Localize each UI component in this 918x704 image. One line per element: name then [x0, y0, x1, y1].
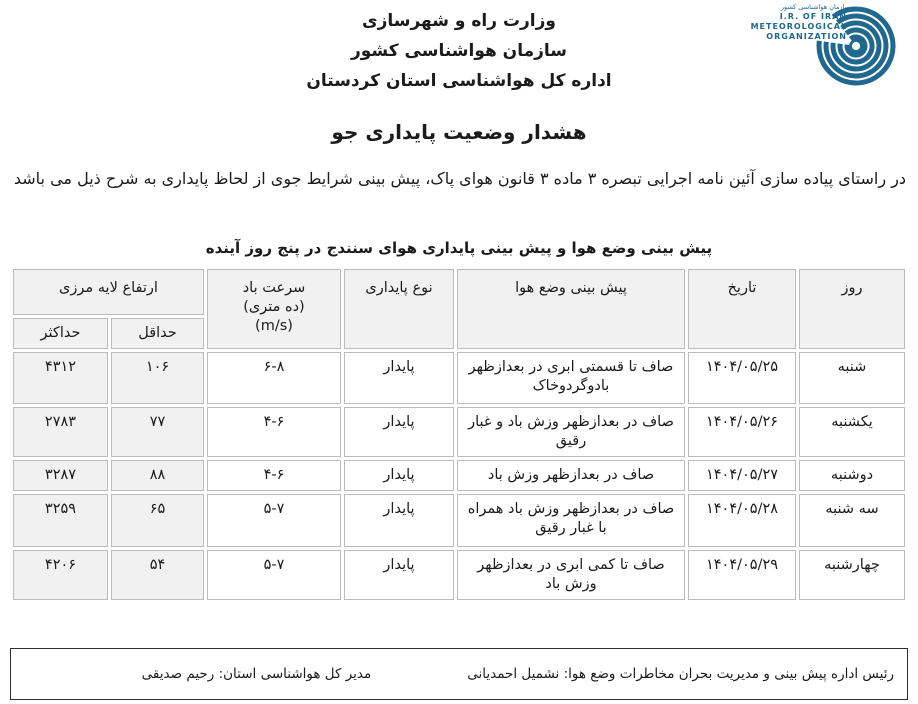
- forecast-cell: صاف در بعدازظهر وزش باد: [457, 460, 685, 491]
- wind-cell: ۴-۶: [207, 460, 341, 491]
- date-cell: ۱۴۰۴/۰۵/۲۹: [688, 550, 796, 600]
- day-cell: چهارشنبه: [799, 550, 905, 600]
- logo-persian-text: سازمان هواشناسی کشور: [780, 3, 850, 11]
- max-cell: ۳۲۸۷: [13, 460, 108, 491]
- max-cell: ۳۲۵۹: [13, 494, 108, 547]
- day-cell: یکشنبه: [799, 407, 905, 457]
- min-cell: ۸۸: [111, 460, 204, 491]
- page-title: هشدار وضعیت پایداری جو: [331, 120, 587, 144]
- stability-cell: پایدار: [344, 550, 454, 600]
- forecast-cell: صاف تا قسمتی ابری در بعدازظهر بادوگردوخاک: [457, 352, 685, 404]
- forecast-cell: صاف تا کمی ابری در بعدازظهر وزش باد: [457, 550, 685, 600]
- signature-footer: [10, 648, 908, 700]
- organization-name: سازمان هواشناسی کشور: [350, 41, 567, 61]
- table-row: [13, 494, 905, 547]
- forecast-office-head-signature: رئیس اداره پیش بینی و مدیریت بحران مخاطرات وضع هوا: نشمیل احمدیانی: [467, 666, 894, 682]
- header-max: حداکثر: [13, 318, 108, 349]
- max-cell: ۴۲۰۶: [13, 550, 108, 600]
- table-row: [13, 352, 905, 404]
- date-cell: ۱۴۰۴/۰۵/۲۷: [688, 460, 796, 491]
- day-cell: شنبه: [799, 352, 905, 404]
- wind-cell: ۴-۶: [207, 407, 341, 457]
- min-cell: ۱۰۶: [111, 352, 204, 404]
- intro-paragraph: در راستای پیاده سازی آئین نامه اجرایی تبصره ۳ ماده ۳ قانون هوای پاک، پیش بینی شرایط جوی از لحاظ پایداری به شرح ذیل می باشد: [13, 169, 906, 188]
- min-cell: ۶۵: [111, 494, 204, 547]
- date-cell: ۱۴۰۴/۰۵/۲۵: [688, 352, 796, 404]
- logo-en-line1: I.R. OF IRAN: [779, 12, 847, 21]
- forecast-table: [10, 266, 908, 603]
- table-row: [13, 460, 905, 491]
- provincial-office-name: اداره کل هواشناسی استان کردستان: [306, 71, 612, 91]
- min-cell: ۷۷: [111, 407, 204, 457]
- wind-cell: ۶-۸: [207, 352, 341, 404]
- logo-en-line2: METEOROLOGICAL: [750, 22, 847, 31]
- stability-cell: پایدار: [344, 460, 454, 491]
- table-title: پیش بینی وضع هوا و پیش بینی پایداری هوای سنندج در پنج روز آینده: [205, 239, 713, 257]
- forecast-cell: صاف در بعدازظهر وزش باد همراه با غبار رقیق: [457, 494, 685, 547]
- forecast-cell: صاف در بعدازظهر وزش باد و غبار رقیق: [457, 407, 685, 457]
- stability-cell: پایدار: [344, 352, 454, 404]
- date-cell: ۱۴۰۴/۰۵/۲۸: [688, 494, 796, 547]
- day-cell: دوشنبه: [799, 460, 905, 491]
- header-stability: نوع پایداری: [344, 269, 454, 349]
- header-wind-speed: سرعت باد (ده متری) (m/s): [207, 269, 341, 349]
- header-forecast: پیش بینی وضع هوا: [457, 269, 685, 349]
- table-row: [13, 550, 905, 600]
- wind-cell: ۵-۷: [207, 494, 341, 547]
- wind-cell: ۵-۷: [207, 550, 341, 600]
- header-min: حداقل: [111, 318, 204, 349]
- spiral-logo-icon: [734, 0, 912, 90]
- logo-en-line3: ORGANIZATION: [766, 32, 847, 41]
- stability-cell: پایدار: [344, 494, 454, 547]
- meteorological-organization-logo: [734, 0, 912, 90]
- ministry-name: وزارت راه و شهرسازی: [361, 11, 556, 31]
- max-cell: ۲۷۸۳: [13, 407, 108, 457]
- table-row: [13, 407, 905, 457]
- stability-cell: پایدار: [344, 407, 454, 457]
- min-cell: ۵۴: [111, 550, 204, 600]
- date-cell: ۱۴۰۴/۰۵/۲۶: [688, 407, 796, 457]
- director-general-signature: مدیر کل هواشناسی استان: رحیم صدیقی: [141, 666, 372, 682]
- header-day: روز: [799, 269, 905, 349]
- header-boundary-layer-height: ارتفاع لایه مرزی: [13, 269, 204, 315]
- max-cell: ۴۳۱۲: [13, 352, 108, 404]
- header-date: تاریخ: [688, 269, 796, 349]
- day-cell: سه شنبه: [799, 494, 905, 547]
- forecast-table-header: [13, 269, 905, 349]
